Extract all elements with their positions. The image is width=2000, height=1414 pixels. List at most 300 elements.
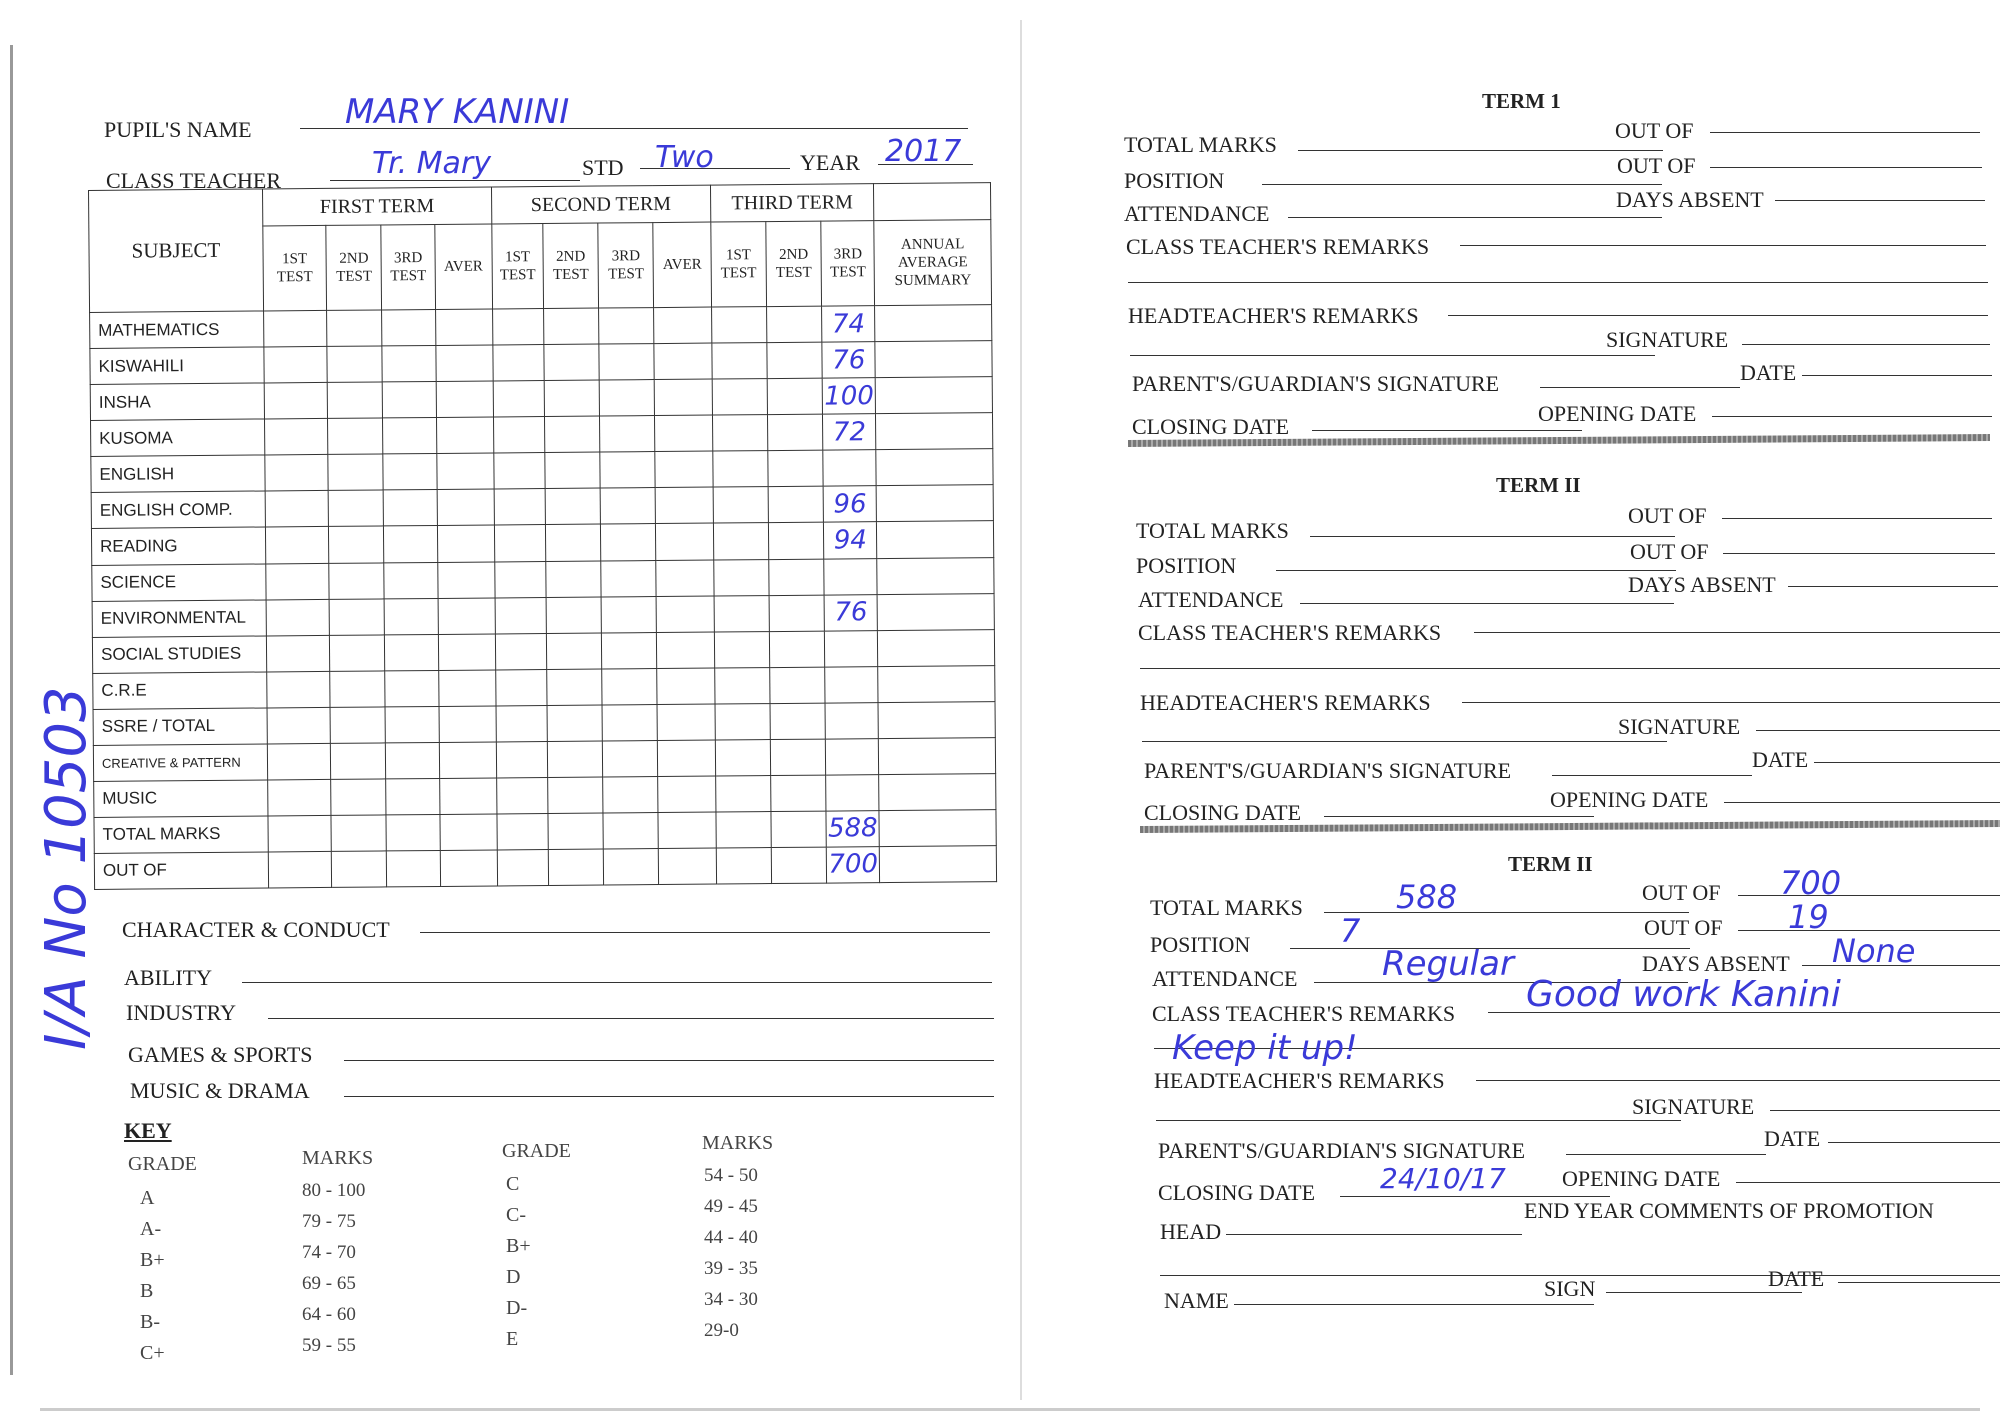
third-term-3rd-test-cell: 700 [826,846,879,883]
subject-cell: OUT OF [94,852,268,890]
key-grade: B+ [506,1235,531,1257]
mark-cell [384,562,437,599]
term1-out-of-2-label: OUT OF [1617,153,1696,178]
term3-name-line [1234,1304,1594,1305]
third-term-3rd-test-cell: 76 [824,594,877,631]
mark-cell [328,490,384,527]
mark-cell [545,416,601,453]
mark-cell [496,705,547,741]
mark-cell [877,593,994,630]
key-marks-range: 49 - 45 [704,1196,758,1217]
mark-cell [880,845,997,882]
term2-class-teacher-remarks-line-2 [1140,668,2000,669]
term1-position-line [1262,184,1662,185]
mark-cell [384,490,437,527]
term3-signature-label: SIGNATURE [1632,1094,1755,1119]
term3-title: TERM II [1508,852,1593,876]
term2-total-marks-label: TOTAL MARKS [1136,518,1289,543]
mark-cell [436,453,494,490]
mark-cell [716,847,772,884]
mark-cell [494,489,545,525]
music-drama-label: MUSIC & DRAMA [130,1078,310,1103]
mark-cell [329,526,385,563]
mark-cell [386,814,439,851]
annual-blank-header [874,183,991,221]
term3-attendance-value: Regular [1382,944,1514,984]
character-conduct-label: CHARACTER & CONDUCT [122,917,390,942]
mark-cell [264,419,328,456]
term1-signature-line [1742,344,1990,345]
mark-cell [265,527,329,564]
mark-cell [436,417,494,454]
term2-headteacher-remarks-label: HEADTEACHER'S REMARKS [1140,690,1431,715]
mark-cell [712,379,768,416]
term1-out-of-label: OUT OF [1615,118,1694,143]
term2-position-label: POSITION [1136,553,1237,578]
term1-date-label: DATE [1740,360,1797,385]
mark-cell [767,414,823,451]
mark-cell [713,451,769,488]
third-term-3rd-test-cell: 74 [822,306,875,343]
vertical-admission-note: I/A No 10503 [34,686,99,1050]
key-col1-grade-header: GRADE [128,1153,197,1175]
key-grade: B [140,1280,154,1302]
term2-signature-lead-line [1142,741,1667,742]
mark-cell [496,741,547,777]
mark-cell [771,811,827,848]
term2-class-teacher-remarks-line [1474,632,2000,633]
term3-closing-date-line [1340,1196,1610,1197]
mark-cell [383,382,436,419]
mark-cell [385,706,438,743]
term3-headteacher-remarks-line [1476,1080,2000,1081]
mark-cell [767,378,823,415]
mark-cell [495,597,546,633]
mark-cell [546,561,602,598]
class-teacher-label: CLASS TEACHER [106,168,282,193]
mark-cell [493,345,544,381]
term2-parent-signature-line [1552,775,1752,776]
third-term-3rd-test-cell: 94 [824,522,877,559]
key-marks-range: 39 - 35 [704,1258,758,1279]
mark-cell [657,596,715,633]
term2-position-line [1276,570,1676,571]
mark-cell [385,598,438,635]
term3-headteacher-remarks-label: HEADTEACHER'S REMARKS [1154,1068,1445,1093]
key-col1-marks [302,1180,365,1366]
subject-cell: TOTAL MARKS [94,816,268,854]
mark-cell [600,416,656,453]
t3-2nd-test-header: 2ND TEST [766,221,822,307]
key-grade: B+ [140,1249,165,1271]
mark-cell [875,377,992,414]
mark-cell [268,851,332,888]
term1-parent-signature-line [1540,387,1740,388]
term1-title: TERM 1 [1482,89,1561,113]
key-marks-range: 29-0 [704,1320,739,1341]
mark-cell [771,775,827,812]
mark-cell [875,305,992,342]
subject-cell: ENVIRONMENTAL [92,600,266,638]
term1-signature-label: SIGNATURE [1606,327,1729,352]
term3-closing-date-value: 24/10/17 [1380,1162,1506,1195]
key-col1-grades [140,1187,165,1373]
mark-cell [492,309,543,345]
mark-cell [546,633,602,670]
term3-out-of-line [1738,895,2000,896]
mark-cell [770,739,826,776]
mark-cell [544,308,600,345]
mark-cell [768,487,824,524]
mark-cell [546,597,602,634]
term2-days-absent-label: DAYS ABSENT [1628,572,1776,597]
subject-cell: READING [91,527,265,565]
term1-closing-date-label: CLOSING DATE [1132,414,1290,439]
mark-cell [497,849,548,886]
mark-cell [266,563,330,600]
term1-total-marks-line [1298,150,1663,151]
term3-head-label: HEAD [1160,1219,1222,1244]
key-grade: A- [140,1218,162,1240]
term3-out-of-label: OUT OF [1642,880,1721,905]
subject-cell: SSRE / TOTAL [93,708,267,746]
mark-cell [330,707,386,744]
ability-label: ABILITY [124,965,212,990]
mark-cell [878,665,995,702]
pupil-name-value: MARY KANINI [345,92,570,132]
mark-cell [387,850,440,887]
mark-cell [437,525,495,562]
mark-cell [656,560,714,597]
mark-cell [494,525,545,561]
mark-cell [384,526,437,563]
key-marks-range: 34 - 30 [704,1289,758,1310]
term3-position-value: 7 [1340,912,1361,950]
mark-cell [493,381,544,417]
pupil-name-label: PUPIL'S NAME [104,117,252,142]
mark-cell [548,777,604,814]
mark-cell [332,851,388,888]
mark-cell [599,308,655,345]
mark-cell [658,776,716,813]
term3-attendance-label: ATTENDANCE [1152,966,1298,991]
character-conduct-line [420,932,990,933]
second-term-header: SECOND TERM [491,185,710,224]
mark-cell [495,561,546,597]
mark-cell [714,631,770,668]
subject-cell: ENGLISH [91,455,265,493]
mark-cell [438,634,496,671]
term1-opening-date-label: OPENING DATE [1538,401,1697,426]
term3-total-marks-label: TOTAL MARKS [1150,895,1303,920]
term1-attendance-label: ATTENDANCE [1124,201,1270,226]
mark-cell [331,779,387,816]
mark-cell [545,488,601,525]
ability-line [242,982,992,983]
term3-days-absent-label: DAYS ABSENT [1642,951,1790,976]
mark-cell [658,740,716,777]
mark-cell [601,596,657,633]
mark-cell [266,599,330,636]
term3-name-label: NAME [1164,1288,1229,1313]
term3-out-of-2-line [1738,930,2000,931]
mark-cell [602,704,658,741]
mark-cell [877,521,994,558]
mark-cell [435,345,493,382]
subject-cell: MATHEMATICS [90,311,264,349]
t2-2nd-test-header: 2ND TEST [543,223,599,309]
term1-opening-date-line [1712,416,1992,417]
mark-cell [716,811,772,848]
subject-cell: INSHA [90,383,264,421]
mark-cell [548,849,604,886]
term3-end-year-comments-label: END YEAR COMMENTS OF PROMOTION [1524,1198,1934,1223]
mark-cell [385,670,438,707]
mark-cell [600,452,656,489]
mark-cell [548,813,604,850]
term1-class-teacher-remarks-line-2 [1128,282,1988,283]
key-marks-range: 80 - 100 [302,1180,366,1201]
subject-cell: C.R.E [93,672,267,710]
term1-headteacher-remarks-line [1448,315,1988,316]
key-marks-range: 74 - 70 [302,1242,356,1263]
term3-signature-lead-line [1156,1120,1681,1121]
mark-cell [601,560,657,597]
mark-cell [438,670,496,707]
key-col2-grade-header: GRADE [502,1140,571,1162]
term2-closing-date-line [1324,816,1594,817]
key-grade: E [506,1328,519,1350]
key-grade: D [506,1266,521,1288]
mark-cell [655,451,713,488]
mark-cell [437,561,495,598]
term3-date2-line [1838,1282,2000,1283]
mark-cell [265,455,329,492]
t3-1st-test-header: 1ST TEST [711,222,767,308]
mark-cell [493,417,544,453]
term3-days-absent-value: None [1832,932,1916,970]
mark-cell [268,815,332,852]
mark-cell [769,595,825,632]
term3-signature-line [1770,1110,2000,1111]
key-marks-range: 79 - 75 [302,1211,356,1232]
mark-cell [386,778,439,815]
mark-cell [602,668,658,705]
t1-2nd-test-header: 2ND TEST [326,225,382,311]
third-term-3rd-test-cell [823,450,876,487]
mark-cell [602,632,658,669]
term2-opening-date-label: OPENING DATE [1550,787,1709,812]
mark-cell [544,344,600,381]
term3-total-marks-line [1324,912,1689,913]
mark-cell [439,778,497,815]
mark-cell [879,773,996,810]
mark-cell [713,559,769,596]
mark-cell [267,743,331,780]
third-term-3rd-test-cell: 100 [822,378,875,415]
mark-cell [328,454,384,491]
mark-cell [435,309,493,346]
term2-closing-date-label: CLOSING DATE [1144,800,1302,825]
term1-signature-lead-line [1130,355,1655,356]
mark-cell [331,743,387,780]
mark-cell [878,629,995,666]
mark-cell [876,413,993,450]
term3-out-of-2-value: 19 [1788,898,1829,936]
mark-cell [436,381,494,418]
key-grade: A [140,1187,155,1209]
mark-cell [440,814,498,851]
mark-cell [600,488,656,525]
term1-headteacher-remarks-label: HEADTEACHER'S REMARKS [1128,303,1419,328]
mark-cell [383,454,436,491]
mark-cell [330,635,386,672]
subject-cell: MUSIC [94,780,268,818]
mark-cell [385,634,438,671]
subject-cell: ENGLISH COMP. [91,491,265,529]
industry-label: INDUSTRY [126,1000,237,1025]
mark-cell [439,706,497,743]
mark-cell [879,809,996,846]
mark-cell [657,668,715,705]
mark-cell [603,776,659,813]
mark-cell [497,777,548,813]
mark-cell [382,346,435,383]
mark-cell [711,307,767,344]
key-col2-marks [704,1165,758,1351]
subject-header: SUBJECT [89,189,264,313]
mark-cell [547,705,603,742]
first-term-header: FIRST TERM [262,187,491,226]
term3-sign-label: SIGN [1544,1276,1596,1301]
key-marks-range: 54 - 50 [704,1165,758,1186]
term1-days-absent-label: DAYS ABSENT [1616,187,1764,212]
mark-cell [766,306,822,343]
report-card-right-page [1050,0,2000,1414]
third-term-3rd-test-cell: 72 [823,414,876,451]
term3-class-teacher-remarks-value: Good work Kanini [1526,974,1841,1015]
mark-cell [603,740,659,777]
t2-3rd-test-header: 3RD TEST [598,223,654,309]
t1-1st-test-header: 1ST TEST [263,225,327,311]
term2-date-label: DATE [1752,747,1809,772]
mark-cell [655,379,713,416]
mark-cell [713,487,769,524]
mark-cell [769,559,825,596]
marks-table-body [90,305,997,890]
term3-date2-label: DATE [1768,1266,1825,1291]
games-sports-label: GAMES & SPORTS [128,1042,313,1067]
term3-total-marks-value: 588 [1396,878,1458,916]
mark-cell [656,487,714,524]
term2-attendance-label: ATTENDANCE [1138,587,1284,612]
mark-cell [657,632,715,669]
term1-class-teacher-remarks-line [1460,245,1986,246]
term3-parent-signature-label: PARENT'S/GUARDIAN'S SIGNATURE [1158,1138,1526,1163]
t2-aver-header: AVER [653,222,711,308]
mark-cell [654,343,712,380]
key-col2-marks-header: MARKS [702,1132,774,1154]
t1-3rd-test-header: 3RD TEST [381,225,435,311]
key-title: KEY [124,1118,172,1143]
t2-1st-test-header: 1ST TEST [492,224,544,310]
term2-out-of-label: OUT OF [1628,503,1707,528]
mark-cell [604,848,660,885]
subject-cell: CREATIVE & PATTERN [93,744,267,782]
mark-cell [770,703,826,740]
mark-cell [263,311,327,348]
term2-date-line [1814,762,2000,763]
marks-table [88,182,997,890]
mark-cell [265,491,329,528]
third-term-3rd-test-cell [824,558,877,595]
mark-cell [768,450,824,487]
mark-cell [386,742,439,779]
mark-cell [603,812,659,849]
term2-title: TERM II [1496,473,1581,497]
term1-attendance-line [1288,217,1662,218]
mark-cell [770,667,826,704]
mark-cell [601,524,657,561]
term1-out-of-2-line [1710,167,1982,168]
mark-cell [714,595,770,632]
term3-opening-date-label: OPENING DATE [1562,1166,1721,1191]
key-grade: B- [140,1311,160,1333]
mark-cell [497,813,548,849]
third-term-3rd-test-cell: 76 [822,342,875,379]
third-term-3rd-test-cell: 588 [826,810,879,847]
term2-signature-line [1756,730,2000,731]
mark-cell [383,418,436,455]
term1-class-teacher-remarks-label: CLASS TEACHER'S REMARKS [1126,234,1430,259]
mark-cell [267,707,331,744]
mark-cell [327,310,383,347]
key-grade: D- [506,1297,528,1319]
t1-aver-header: AVER [434,224,492,310]
mark-cell [599,344,655,381]
term1-position-label: POSITION [1124,168,1225,193]
mark-cell [547,669,603,706]
term3-position-label: POSITION [1150,932,1251,957]
subject-cell: SOCIAL STUDIES [92,636,266,674]
mark-cell [545,452,601,489]
term1-days-absent-line [1775,200,1985,201]
key-grade: C- [506,1204,526,1226]
mark-cell [769,631,825,668]
mark-cell [330,671,386,708]
third-term-3rd-test-cell [825,666,878,703]
term2-signature-label: SIGNATURE [1618,714,1741,739]
term2-total-marks-line [1310,536,1675,537]
term3-class-teacher-remarks-value-2: Keep it up! [1172,1028,1358,1068]
term1-total-marks-label: TOTAL MARKS [1124,132,1277,157]
mark-cell [877,557,994,594]
mark-cell [713,523,769,560]
mark-cell [712,415,768,452]
third-term-3rd-test-cell [825,738,878,775]
term3-opening-date-line [1736,1182,2000,1183]
mark-cell [599,380,655,417]
term3-class-teacher-remarks-label: CLASS TEACHER'S REMARKS [1152,1001,1456,1026]
std-value: Two [655,140,714,175]
key-grade: C+ [140,1342,165,1364]
key-col2-grades [506,1173,531,1359]
term3-out-of-value: 700 [1780,864,1842,902]
mark-cell [438,598,496,635]
key-col1-marks-header: MARKS [302,1147,374,1169]
mark-cell [440,850,498,887]
t3-3rd-test-header: 3RD TEST [821,221,875,307]
